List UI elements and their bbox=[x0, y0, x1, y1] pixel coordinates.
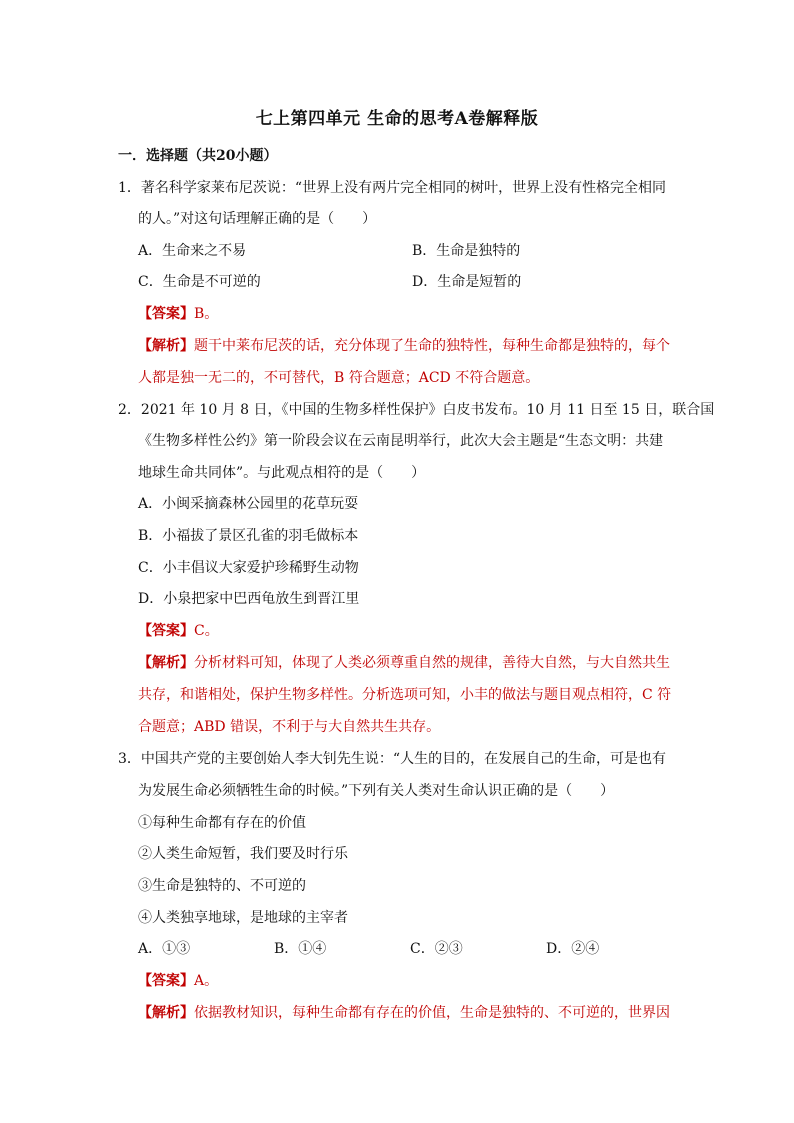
question-3-text: 3．中国共产党的主要创始人李大钊先生说：“人生的目的，在发展自己的生命，可是也有 bbox=[118, 751, 667, 767]
question-3-statement-3: ③生命是独特的、不可逆的 bbox=[138, 878, 306, 894]
question-3-statement-4: ④人类独享地球，是地球的主宰者 bbox=[138, 910, 348, 926]
question-1-option-d: D．生命是短暂的 bbox=[412, 274, 522, 290]
answer-tag: 【答案】 bbox=[138, 623, 194, 639]
question-1-explanation bbox=[138, 336, 670, 356]
explanation-tag: 【解析】 bbox=[138, 655, 194, 671]
question-2-option-b: B．小福拔了景区孔雀的羽毛做标本 bbox=[138, 528, 359, 544]
answer-value: C。 bbox=[194, 623, 219, 639]
explanation-text: 分析材料可知，体现了人类必须尊重自然的规律，善待大自然，与大自然共生 bbox=[194, 655, 670, 671]
question-2-option-d: D．小泉把家中巴西龟放生到晋江里 bbox=[138, 591, 360, 607]
question-2-explanation-cont2: 合题意；ABD 错误，不利于与大自然共生共存。 bbox=[138, 719, 441, 735]
question-3-option-d: D．②④ bbox=[546, 941, 600, 957]
question-2-text: 2．2021 年 10 月 8 日，《中国的生物多样性保护》白皮书发布。10 月 11 日至 15 日，联合国 bbox=[118, 402, 715, 418]
question-2-text-cont2: 地球生命共同体”。与此观点相符的是（ ） bbox=[138, 465, 426, 481]
explanation-text: 依据教材知识，每种生命都有存在的价值，生命是独特的、不可逆的，世界因 bbox=[194, 1005, 670, 1021]
question-1-explanation-cont: 人都是独一无二的，不可替代，B 符合题意；ACD 不符合题意。 bbox=[138, 370, 540, 386]
question-3-option-c: C．②③ bbox=[410, 941, 463, 957]
section-heading: 一．选择题（共20小题） bbox=[118, 148, 278, 164]
question-3-options bbox=[138, 939, 682, 959]
question-2-option-c: C．小丰倡议大家爱护珍稀野生动物 bbox=[138, 560, 359, 576]
question-2-answer bbox=[138, 621, 219, 641]
question-1-option-a: A．生命来之不易 bbox=[138, 243, 247, 259]
question-2-explanation-cont: 共存，和谐相处，保护生物多样性。分析选项可知，小丰的做法与题目观点相符，C 符 bbox=[138, 687, 672, 703]
explanation-tag: 【解析】 bbox=[138, 338, 194, 354]
answer-tag: 【答案】 bbox=[138, 306, 194, 322]
question-3-answer bbox=[138, 971, 218, 991]
question-1-option-b: B．生命是独特的 bbox=[412, 243, 521, 259]
question-3-statement-2: ②人类生命短暂，我们要及时行乐 bbox=[138, 846, 348, 862]
question-2-option-a: A．小闽采摘森林公园里的花草玩耍 bbox=[138, 496, 359, 512]
answer-tag: 【答案】 bbox=[138, 973, 194, 989]
question-1-text: 1．著名科学家莱布尼茨说：“世界上没有两片完全相同的树叶，世界上没有性格完全相同 bbox=[118, 180, 667, 196]
document-title: 七上第四单元 生命的思考A卷解释版 bbox=[255, 109, 539, 129]
question-3-statement-1: ①每种生命都有存在的价值 bbox=[138, 815, 306, 831]
question-3-explanation bbox=[138, 1003, 670, 1023]
explanation-tag: 【解析】 bbox=[138, 1005, 194, 1021]
question-3-option-b: B．①④ bbox=[274, 941, 327, 957]
question-3-text-cont: 为发展生命必须牺牲生命的时候。”下列有关人类对生命认识正确的是（ ） bbox=[138, 783, 615, 799]
question-1-option-c: C．生命是不可逆的 bbox=[138, 274, 261, 290]
question-3-option-a: A．①③ bbox=[138, 941, 191, 957]
explanation-text: 题干中莱布尼茨的话，充分体现了生命的独特性，每种生命都是独特的，每个 bbox=[194, 338, 670, 354]
question-1-text-cont: 的人。”对这句话理解正确的是（ ） bbox=[138, 211, 377, 227]
answer-value: B。 bbox=[194, 306, 219, 322]
question-1-answer bbox=[138, 304, 218, 324]
question-2-explanation bbox=[138, 653, 670, 673]
answer-value: A。 bbox=[194, 973, 219, 989]
question-2-text-cont: 《生物多样性公约》第一阶段会议在云南昆明举行，此次大会主题是“生态文明：共建 bbox=[138, 433, 664, 449]
